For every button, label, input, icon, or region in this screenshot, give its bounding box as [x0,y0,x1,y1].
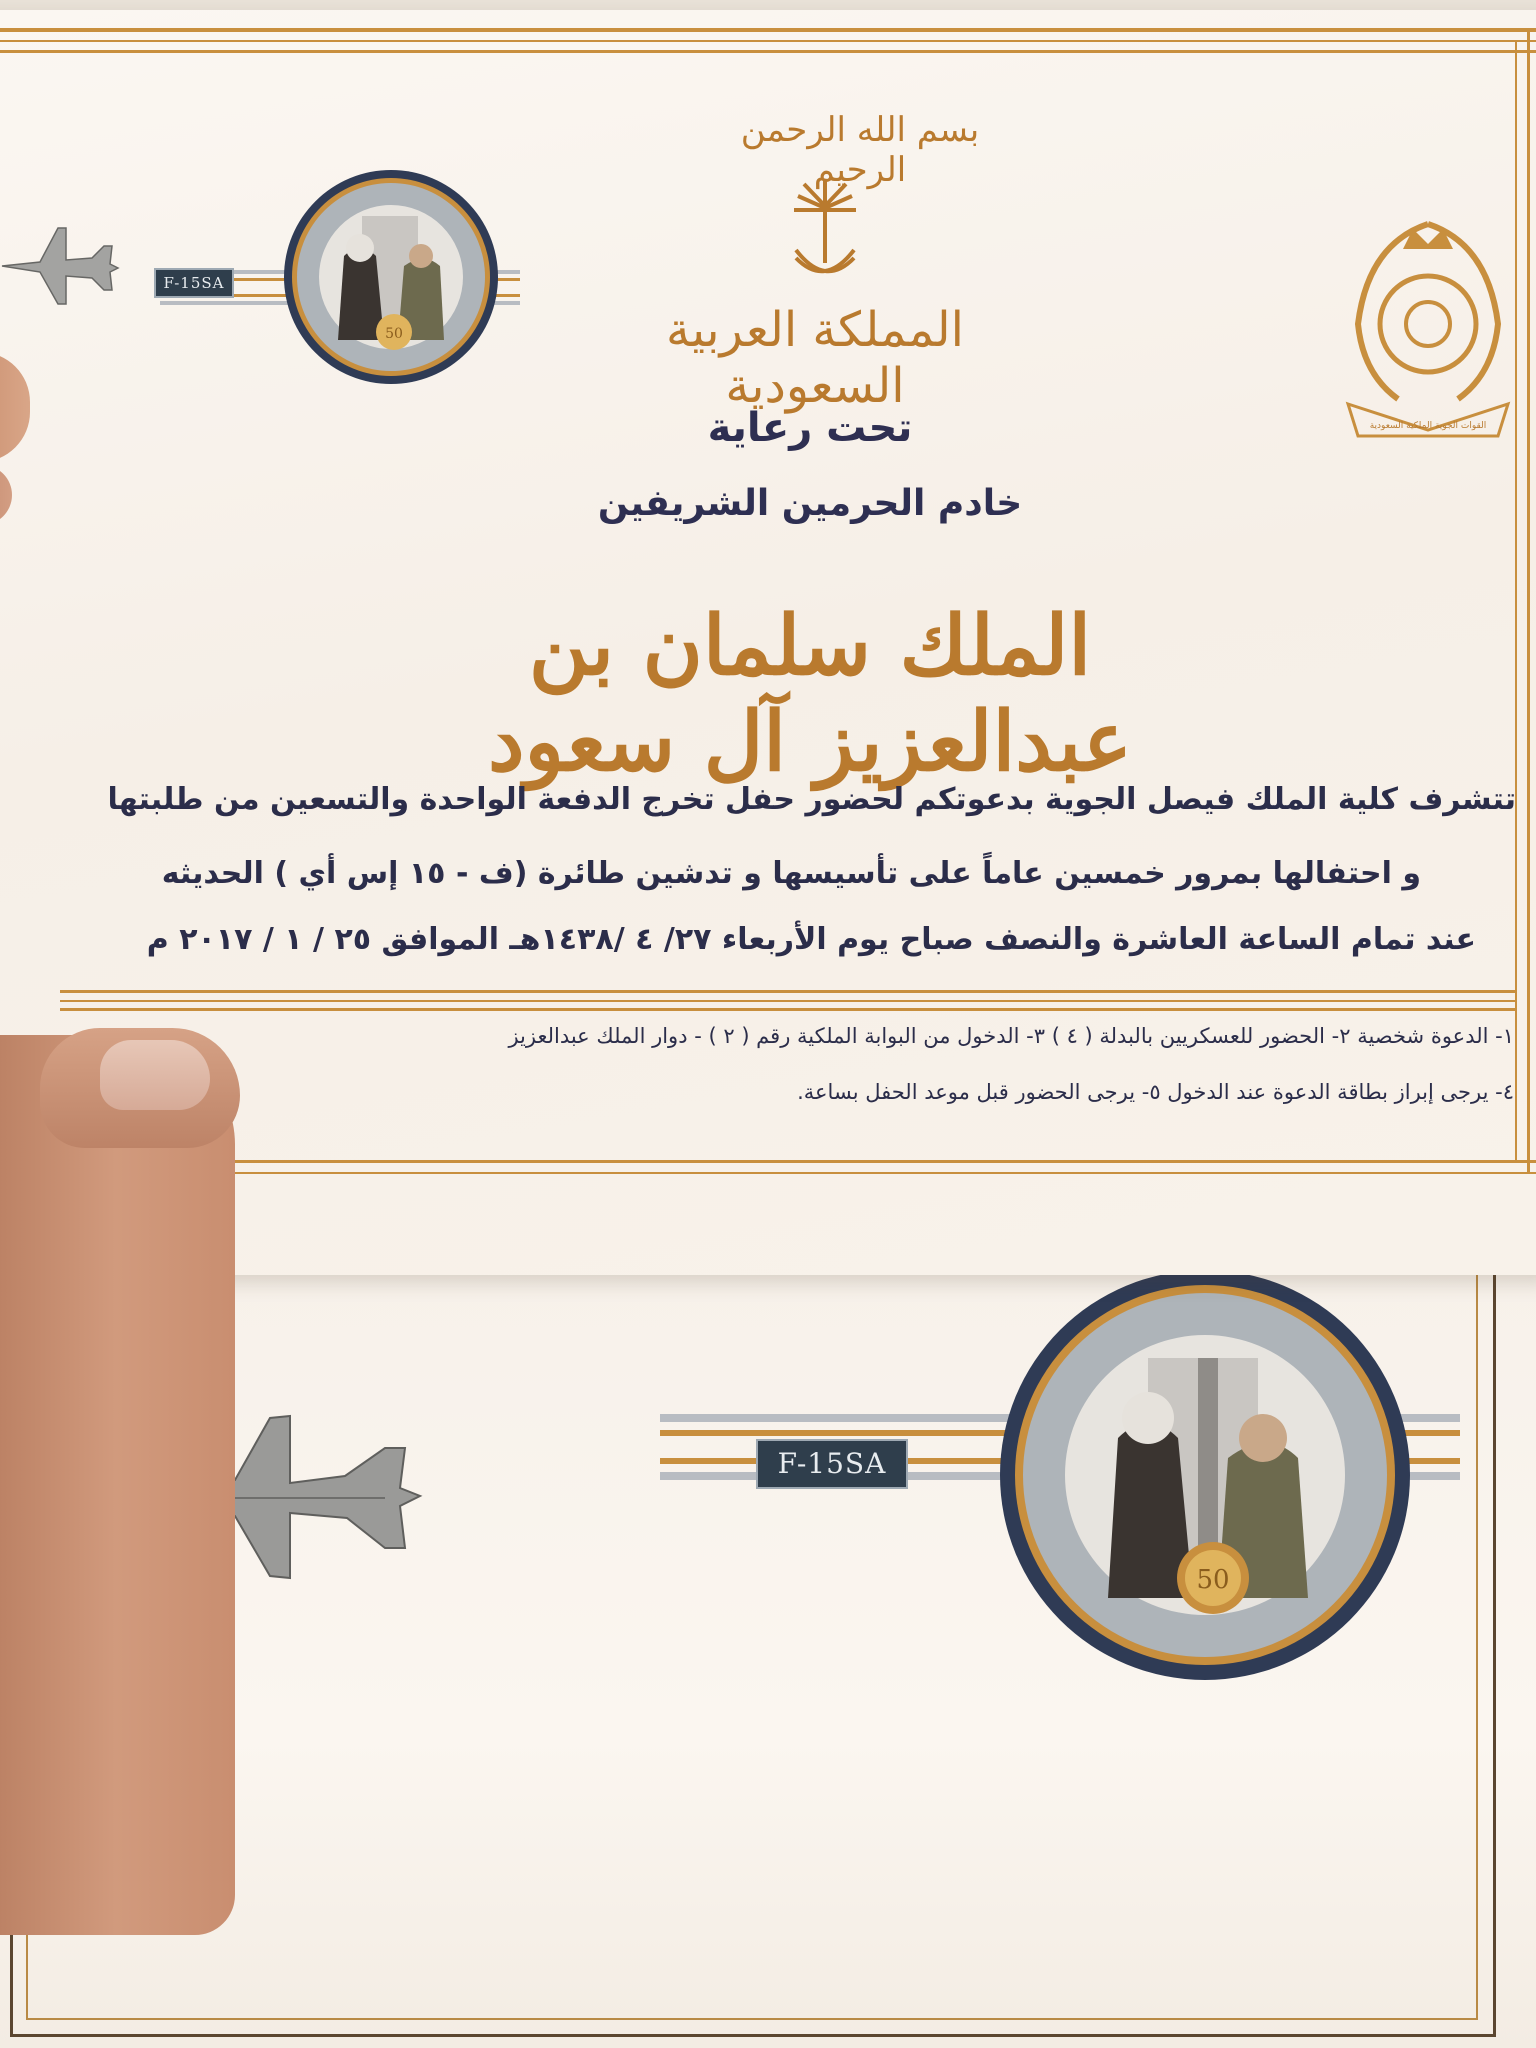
invitation-note-line-2: ٤- يرجى إبراز بطاقة الدعوة عند الدخول ٥- يرجى الحضور قبل موعد الحفل بساعة. [797,1080,1514,1104]
gold-frame-line [0,50,1536,53]
medal-emblem-top [282,168,500,386]
medal-emblem-bottom [998,1268,1412,1682]
thumbnail [100,1040,210,1110]
gold-frame-line [1527,28,1530,1173]
invitation-body-line-2: و احتفالها بمرور خمسين عاماً على تأسيسها و تدشين طائرة (ف - ١٥ إس أي ) الحديثه [161,856,1421,891]
invitation-body-line-3: عند تمام الساعة العاشرة والنصف صباح يوم الأربعاء ٢٧/ ٤ /١٤٣٨هـ الموافق ٢٥ / ١ / ٢٠١٧ م [146,922,1476,957]
fighter-jet-small-icon [0,218,120,310]
air-force-crest-icon [1328,204,1528,444]
gold-frame-line [0,40,1536,42]
kingdom-heading: المملكة العربية السعودية [665,302,965,414]
svg-text:القوات الجوية الملكية السعودية: القوات الجوية الملكية السعودية [1369,421,1487,431]
patron-heading: تحت رعاية [707,405,913,451]
gold-divider [60,990,1516,993]
royal-name-heading: الملك سلمان بن عبدالعزيز آل سعود [488,598,1132,790]
aircraft-tag-bottom: F-15SA [756,1439,908,1489]
svg-text:50: 50 [385,326,403,342]
gold-divider [60,1008,1516,1011]
custodian-title: خادم الحرمين الشريفين [597,483,1023,524]
hand [0,1035,235,1935]
palm-swords-emblem-icon [790,178,860,288]
basmala-heading: بسم الله الرحمن الرحيم [740,110,980,190]
gold-frame-line [0,28,1536,32]
invitation-body-line-1: تتشرف كلية الملك فيصل الجوية بدعوتكم لحضور حفل تخرج الدفعة الواحدة والتسعين من طلبتها [107,782,1516,817]
aircraft-tag-top: F-15SA [154,268,234,298]
gold-divider [60,1000,1516,1002]
svg-text:50: 50 [1196,1565,1230,1595]
invitation-note-line-1: ١- الدعوة شخصية ٢- الحضور للعسكريين بالبدلة ( ٤ ) ٣- الدخول من البوابة الملكية رقم ( ٢ ) - دوار الملك عبدالعزيز [508,1024,1514,1048]
